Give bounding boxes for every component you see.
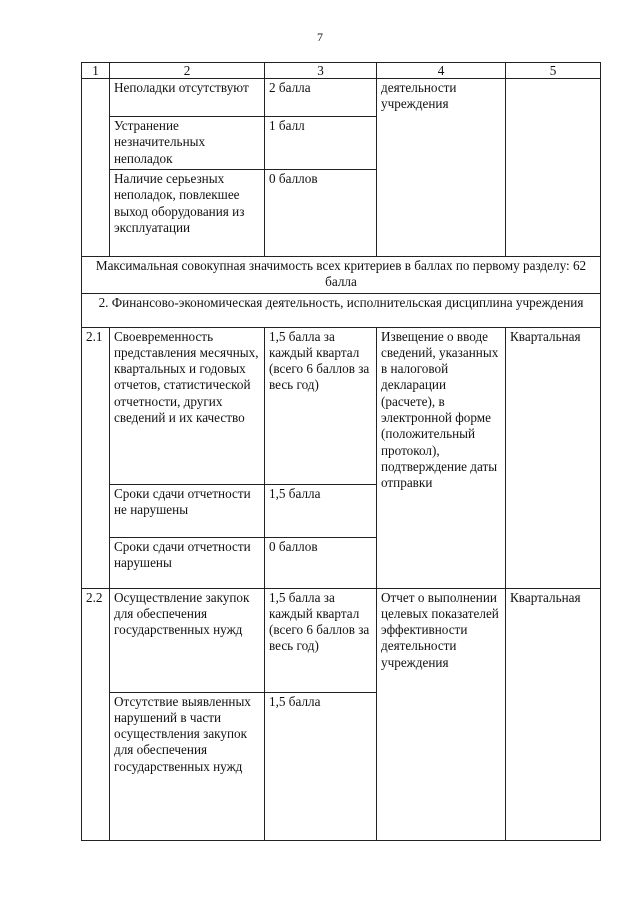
column-header-5: 5 [506, 63, 601, 79]
section-title: 2. Финансово-экономическая деятельность, исполнительская дисциплина учреждения [82, 293, 601, 327]
score-cell: 1,5 балла [265, 692, 377, 840]
table-row [82, 79, 601, 117]
score-cell: 0 баллов [265, 170, 377, 257]
document-cell: Извещение о вводе сведений, указанных в налоговой декларации (расчете), в электронной форме (положительный протокол), подтверждение даты отправки [377, 327, 506, 588]
item-number: 2.1 [82, 327, 110, 588]
period-cell: Квартальная [506, 327, 601, 588]
score-cell: 1,5 балла [265, 484, 377, 537]
section-total-row [82, 257, 601, 294]
criterion-cell: Сроки сдачи отчетности нарушены [110, 537, 265, 588]
document-cell: деятельности учреждения [377, 79, 506, 257]
table-row [82, 588, 601, 692]
criterion-cell: Сроки сдачи отчетности не нарушены [110, 484, 265, 537]
number-cell [82, 79, 110, 257]
criterion-cell: Отсутствие выявленных нарушений в части осуществления закупок для обеспечения государственных нужд [110, 692, 265, 840]
criterion-cell: Своевременность представления месячных, квартальных и годовых отчетов, статистической отчетности, других сведений и их качество [110, 327, 265, 484]
score-cell: 1 балл [265, 117, 377, 170]
column-header-2: 2 [110, 63, 265, 79]
page-number: 7 [317, 30, 323, 44]
table-header-row [82, 63, 601, 79]
item-number: 2.2 [82, 588, 110, 840]
criteria-table [81, 62, 601, 841]
section-title-row [82, 293, 601, 327]
criterion-cell: Неполадки отсутствуют [110, 79, 265, 117]
criterion-cell: Осуществление закупок для обеспечения государственных нужд [110, 588, 265, 692]
criterion-cell: Наличие серьезных неполадок, повлекшее выход оборудования из эксплуатации [110, 170, 265, 257]
score-cell: 0 баллов [265, 537, 377, 588]
score-cell: 1,5 балла за каждый квартал (всего 6 баллов за весь год) [265, 588, 377, 692]
table-row [82, 327, 601, 484]
criterion-cell: Устранение незначительных неполадок [110, 117, 265, 170]
column-header-1: 1 [82, 63, 110, 79]
column-header-3: 3 [265, 63, 377, 79]
period-cell [506, 79, 601, 257]
score-cell: 1,5 балла за каждый квартал (всего 6 баллов за весь год) [265, 327, 377, 484]
section-total: Максимальная совокупная значимость всех критериев в баллах по первому разделу: 62 балла [82, 257, 601, 294]
document-cell: Отчет о выполнении целевых показателей эффективности деятельности учреждения [377, 588, 506, 840]
period-cell: Квартальная [506, 588, 601, 840]
column-header-4: 4 [377, 63, 506, 79]
score-cell: 2 балла [265, 79, 377, 117]
